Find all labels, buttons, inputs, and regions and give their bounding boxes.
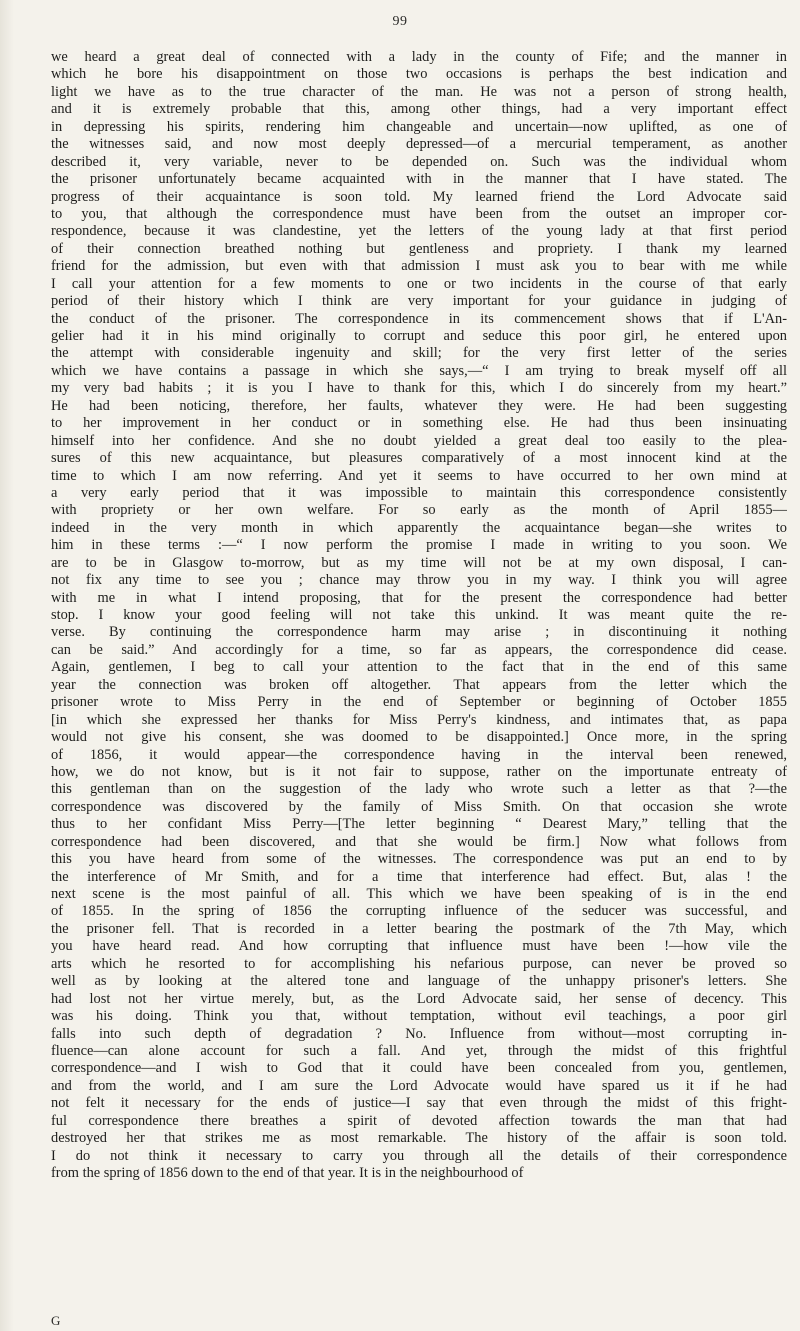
text-line: we heard a great deal of connected with a lady in the county of Fife; and the manner in <box>51 49 787 65</box>
text-line: to her improvement in her conduct or in something else. He had thus been insinuating <box>51 415 787 432</box>
text-line: indeed in the very month in which apparently the acquaintance began—she writes to <box>51 519 787 536</box>
text-line: not felt it necessary for the ends of justice—I say that even through the midst of this fright- <box>51 1095 787 1112</box>
text-line: thus to her confidant Miss Perry—[The letter beginning “ Dearest Mary,” telling that the <box>51 816 787 833</box>
text-line: the prisoner unfortunately became acquainted with in the manner that I have stated. The <box>51 171 787 188</box>
text-line: to you, that although the correspondence must have been from the outset an improper cor- <box>51 205 787 222</box>
text-line: with me in what I intend proposing, that for the present the correspondence had better <box>51 589 787 606</box>
text-line: I do not think it necessary to carry you through all the details of their correspondence <box>51 1147 787 1164</box>
text-line: verse. By continuing the correspondence harm may arise ; in discontinuing it nothing <box>51 624 787 641</box>
text-line: of 1855. In the spring of 1856 the corrupting influence of the seducer was successful, and <box>51 903 787 920</box>
text-line: ful correspondence there breathes a spirit of devoted affection towards the man that had <box>51 1112 787 1129</box>
text-line: arts which he resorted to for accomplishing his nefarious purpose, can never be proved so <box>51 955 787 972</box>
text-line: correspondence was discovered by the family of Miss Smith. On that occasion she wrote <box>51 798 787 815</box>
text-line: you have heard read. And how corrupting that influence must have been !—how vile the <box>51 938 787 955</box>
body-text <box>51 49 787 1182</box>
text-line: can be said.” And accordingly for a time, so far as appears, the correspondence did cease. <box>51 641 787 658</box>
text-line: next scene is the most painful of all. This which we have been speaking of is in the end <box>51 886 787 902</box>
text-line: which he bore his disappointment on those two occasions is perhaps the best indication and <box>51 66 787 83</box>
text-line: of 1856, it would appear—the correspondence having in the interval been renewed, <box>51 746 787 763</box>
text-line: the attempt with considerable ingenuity and skill; for the very first letter of the series <box>51 345 787 362</box>
text-line: gelier had it in his mind originally to corrupt and seduce this poor girl, he entered upon <box>51 328 787 344</box>
text-line: stop. I know your good feeling will not take this unkind. It was meant quite the re- <box>51 607 787 623</box>
text-line: this gentleman than on the suggestion of the lady who wrote such a letter as that ?—the <box>51 781 787 798</box>
text-line: this you have heard from some of the witnesses. The correspondence was put an end to by <box>51 851 787 868</box>
text-line: fluence—can alone account for such a fall. And yet, through the midst of this frightful <box>51 1042 787 1059</box>
text-line: are to be in Glasgow to-morrow, but as my time will not be at my own disposal, I can- <box>51 554 787 571</box>
text-line: progress of their acquaintance is soon told. My learned friend the Lord Advocate said <box>51 188 787 205</box>
text-line: I call your attention for a few moments to one or two incidents in the course of that early <box>51 275 787 292</box>
text-line: and from the world, and I am sure the Lord Advocate would have spared us it if he had <box>51 1077 787 1094</box>
text-line: with propriety or her own welfare. For so early as the month of April 1855— <box>51 502 787 519</box>
text-line: the interference of Mr Smith, and for a time that interference had effect. But, alas ! the <box>51 868 787 885</box>
gutter-shadow <box>0 0 14 1331</box>
text-line: of their connection breathed nothing but gentleness and propriety. I thank my learned <box>51 240 787 257</box>
text-line: the witnesses said, and now most deeply depressed—of a mercurial temperament, as another <box>51 136 787 153</box>
text-line: [in which she expressed her thanks for Miss Perry's kindness, and intimates that, as papa <box>51 711 787 728</box>
text-line: and it is extremely probable that this, among other things, had a very important effect <box>51 101 787 118</box>
text-line: well as by looking at the altered tone and language of the unhappy prisoner's letters. She <box>51 973 787 990</box>
text-line: prisoner wrote to Miss Perry in the end of September or beginning of October 1855 <box>51 694 787 711</box>
text-line: correspondence had been discovered, and that she would be firm.] Now what follows from <box>51 833 787 850</box>
text-line: year the connection was broken off altogether. That appears from the letter which the <box>51 676 787 693</box>
text-line: friend for the admission, but even with that admission I must ask you to bear with me while <box>51 258 787 275</box>
text-line: time to which I am now referring. And yet it seems to have occurred to her own mind at <box>51 467 787 484</box>
text-line: destroyed her that strikes me as most remarkable. The history of the affair is soon told. <box>51 1130 787 1147</box>
text-line: respondence, because it was clandestine, yet the letters of the young lady at that first period <box>51 223 787 240</box>
text-line: was his doing. Think you that, without temptation, without evil teachings, a poor girl <box>51 1008 787 1025</box>
text-line: falls into such depth of degradation ? No. Influence from without—most corrupting in- <box>51 1025 787 1042</box>
text-line: had lost not her virtue merely, but, as the Lord Advocate said, her sense of decency. This <box>51 990 787 1007</box>
text-line: would not give his consent, she was doomed to be disappointed.] Once more, in the spring <box>51 729 787 746</box>
text-line: which we have contains a passage in which she says,—“ I am trying to break myself off all <box>51 362 787 379</box>
text-line: light we have as to the true character of the man. He was not a person of strong health, <box>51 83 787 100</box>
text-line: correspondence—and I wish to God that it could have been concealed from you, gentlemen, <box>51 1060 787 1077</box>
text-line: period of their history which I think are very important for your guidance in judging of <box>51 293 787 310</box>
text-line: He had been noticing, therefore, her faults, whatever they were. He had been suggesting <box>51 397 787 414</box>
text-line: how, we do not know, but is it not fair to suppose, rather on the importunate entreaty of <box>51 763 787 780</box>
text-line: in depressing his spirits, rendering him changeable and uncertain—now uplifted, as one of <box>51 118 787 135</box>
text-line: a very early period that it was impossible to maintain this correspondence consistently <box>51 484 787 501</box>
text-line: not fix any time to see you ; chance may throw you in my way. I think you will agree <box>51 572 787 589</box>
text-line: described it, very variable, never to be depended on. Such was the individual whom <box>51 153 787 170</box>
text-line: Again, gentlemen, I beg to call your attention to the fact that in the end of this same <box>51 659 787 676</box>
page-number: 99 <box>392 14 408 29</box>
signature-mark: G <box>51 1313 61 1328</box>
text-line: sures of this new acquaintance, but pleasures comparatively of a most innocent kind at the <box>51 450 787 467</box>
text-line: the conduct of the prisoner. The correspondence in its commencement shows that if L'An- <box>51 310 787 327</box>
text-line: from the spring of 1856 down to the end of that year. It is in the neighbourhood of <box>51 1165 524 1181</box>
text-line: the prisoner fell. That is recorded in a letter bearing the postmark of the 7th May, which <box>51 920 787 937</box>
text-line: him in these terms :—“ I now perform the promise I made in writing to you soon. We <box>51 537 787 554</box>
text-line: my very bad habits ; it is you I have to thank for this, which I do sincerely from my heart.” <box>51 380 787 397</box>
text-line: himself into her confidence. And she no doubt yielded a great deal too easily to the plea- <box>51 432 787 449</box>
